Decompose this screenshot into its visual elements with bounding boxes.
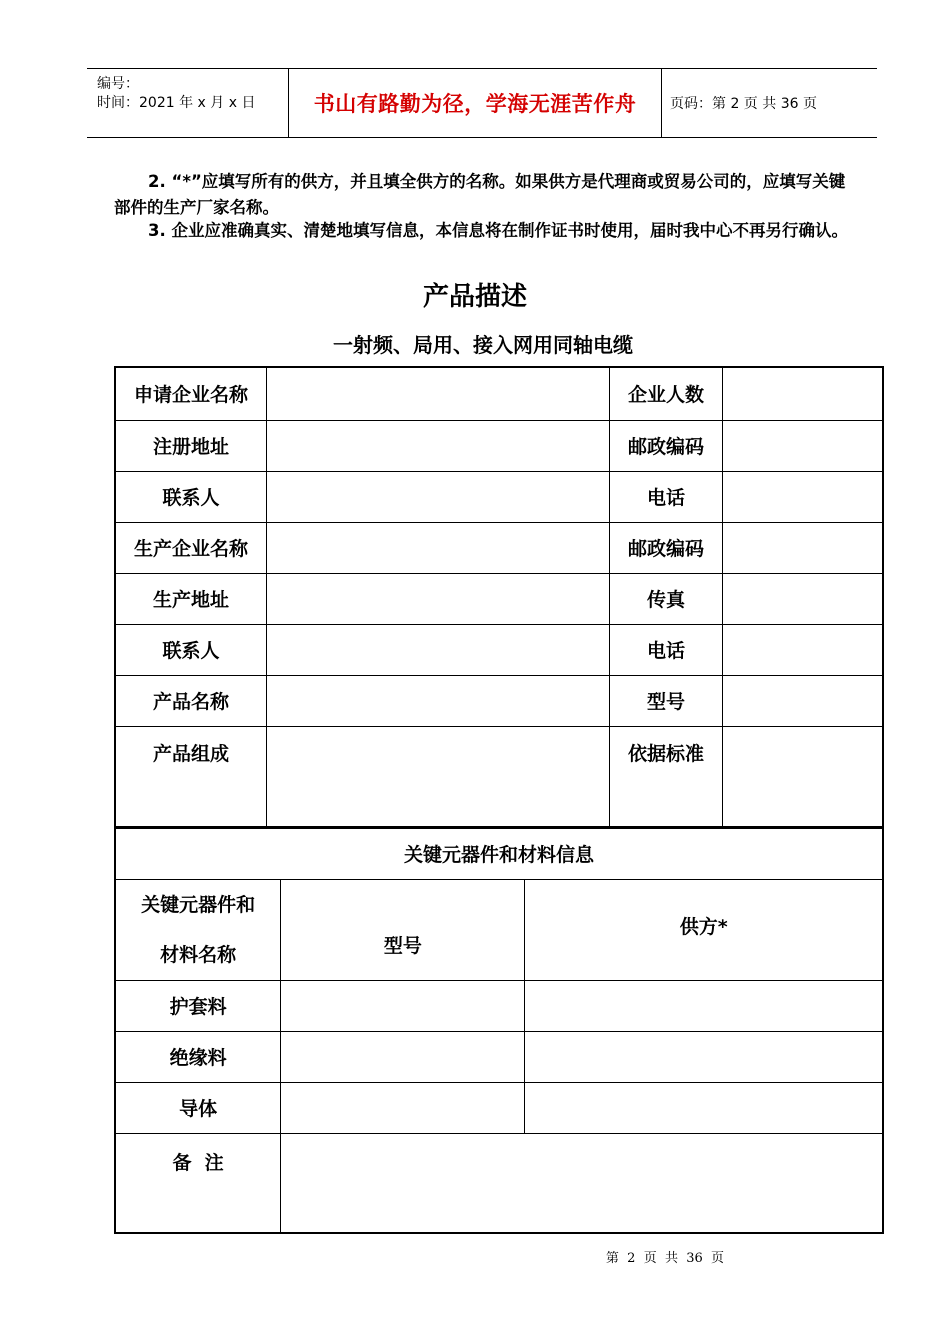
fax-field[interactable]	[722, 573, 883, 624]
phone-1-field[interactable]	[722, 471, 883, 522]
component-row-supplier[interactable]	[525, 1082, 883, 1133]
component-row-label: 导体	[115, 1082, 281, 1133]
page-subtitle: 一射频、局用、接入网用同轴电缆	[333, 333, 633, 357]
contact-2-field[interactable]	[267, 624, 610, 675]
component-row-model[interactable]	[281, 980, 525, 1031]
product-info-table	[114, 366, 884, 828]
components-table	[114, 827, 884, 1234]
standard-label: 依据标准	[610, 726, 723, 827]
postal-code-1-field[interactable]	[722, 420, 883, 471]
phone-2-field[interactable]	[722, 624, 883, 675]
fax-label: 传真	[610, 573, 723, 624]
standard-field[interactable]	[722, 726, 883, 827]
component-model-header: 型号	[281, 879, 525, 980]
contact-1-label: 联系人	[115, 471, 267, 522]
postal-code-2-label: 邮政编码	[610, 522, 723, 573]
components-section-title: 关键元器件和材料信息	[115, 828, 883, 879]
component-row-supplier[interactable]	[525, 1031, 883, 1082]
time-label: 时间：2021 年 x 月 x 日	[97, 95, 256, 111]
page-label: 页码：第 2 页 共 36 页	[670, 96, 817, 112]
applicant-name-label: 申请企业名称	[115, 367, 267, 420]
page-header	[87, 68, 877, 138]
number-label: 编号：	[97, 76, 139, 92]
motto: 书山有路勤为径，学海无涯苦作舟	[313, 92, 637, 116]
component-row-model[interactable]	[281, 1031, 525, 1082]
producer-name-field[interactable]	[267, 522, 610, 573]
phone-2-label: 电话	[610, 624, 723, 675]
component-row-label: 护套料	[115, 980, 281, 1031]
product-name-field[interactable]	[267, 675, 610, 726]
component-name-header-line2: 材料名称	[160, 943, 237, 966]
note-3-text: 3. 企业应准确真实、清楚地填写信息，本信息将在制作证书时使用，届时我中心不再另行确认。	[148, 221, 848, 240]
prod-address-label: 生产地址	[115, 573, 267, 624]
component-row-label: 绝缘料	[115, 1031, 281, 1082]
product-composition-field[interactable]	[267, 726, 610, 827]
phone-1-label: 电话	[610, 471, 723, 522]
note-2	[114, 169, 854, 221]
model-field[interactable]	[722, 675, 883, 726]
header-motto-cell	[288, 69, 662, 137]
prod-address-field[interactable]	[267, 573, 610, 624]
page-footer: 第 2 页 共 36 页	[605, 1251, 725, 1266]
product-composition-label: 产品组成	[115, 726, 267, 827]
remarks-field[interactable]	[281, 1133, 883, 1233]
applicant-name-field[interactable]	[267, 367, 610, 420]
employee-count-field[interactable]	[722, 367, 883, 420]
postal-code-1-label: 邮政编码	[610, 420, 723, 471]
employee-count-label: 企业人数	[610, 367, 723, 420]
reg-address-label: 注册地址	[115, 420, 267, 471]
component-row-supplier[interactable]	[525, 980, 883, 1031]
postal-code-2-field[interactable]	[722, 522, 883, 573]
model-label: 型号	[610, 675, 723, 726]
header-page-cell	[662, 69, 877, 137]
producer-name-label: 生产企业名称	[115, 522, 267, 573]
note-2-text: 2. “*”应填写所有的供方，并且填全供方的名称。如果供方是代理商或贸易公司的，应填写关键部件的生产厂家名称。	[114, 172, 846, 217]
contact-2-label: 联系人	[115, 624, 267, 675]
reg-address-field[interactable]	[267, 420, 610, 471]
note-3	[114, 218, 854, 244]
component-supplier-header: 供方*	[525, 879, 883, 980]
header-meta	[87, 69, 287, 137]
contact-1-field[interactable]	[267, 471, 610, 522]
component-name-header-line1: 关键元器件和	[141, 893, 256, 916]
component-name-header	[115, 879, 281, 980]
remarks-label: 备 注	[115, 1133, 281, 1233]
page-title: 产品描述	[422, 282, 527, 312]
product-name-label: 产品名称	[115, 675, 267, 726]
component-row-model[interactable]	[281, 1082, 525, 1133]
